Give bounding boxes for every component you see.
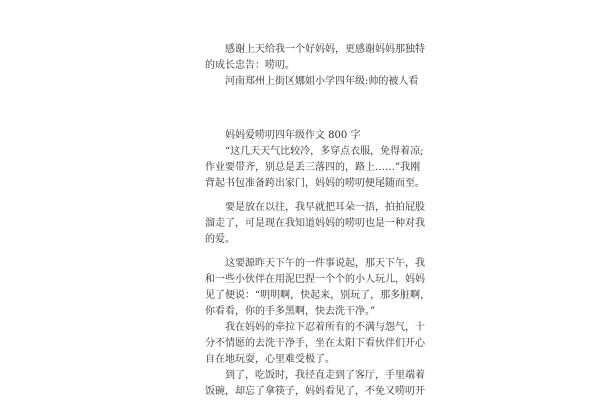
intro-line: 的成长忠告：唠叨。 (205, 60, 295, 71)
article-title: 妈妈爱唠叨四年级作文 800 字 (225, 130, 361, 141)
paragraph-line: 的爱。 (205, 234, 235, 245)
paragraph-line: 这要源昨天下午的一件事说起，那天下午，我 (225, 258, 425, 269)
paragraph-5 (205, 368, 425, 400)
intro-section (205, 42, 425, 90)
paragraph-line: “这几天天气比较冷，多穿点衣服，免得着凉; (225, 146, 424, 157)
paragraph-line: 到了，吃饭时，我径直走到了客厅，手里端着 (225, 370, 425, 381)
paragraph-line: 分不情愿的去洗干净手，坐在太阳下看伙伴们开心 (205, 338, 425, 349)
author-line: 河南郑州上街区娜姐小学四年级:帅的被人看 (225, 76, 419, 87)
paragraph-gap (205, 248, 405, 256)
paragraph-4 (205, 320, 425, 368)
paragraph-line: 要是放在以往，我早就把耳朵一捂，拍拍屁股 (225, 202, 425, 213)
paragraph-2 (205, 200, 425, 248)
article-section (205, 128, 431, 400)
paragraph-line: 作业要带齐，别总是丢三落四的，路上……”我刚 (205, 162, 421, 173)
paragraph-line: 饭碗，却忘了拿筷子，妈妈看见了，不免又唠叨开 (205, 386, 425, 397)
paragraph-line: 溜走了，可是现在我知道妈妈的唠叨也是一种对我 (205, 218, 425, 229)
paragraph-line: 你看看，你的手多黑啊，快去洗干净。” (205, 306, 376, 317)
paragraph-1 (205, 144, 425, 192)
paragraph-line: 自在地玩耍，心里难受极了。 (205, 354, 335, 365)
paragraph-line: 见了便说：“明明啊，快起来，别玩了，那多脏啊， (205, 290, 431, 301)
paragraph-line: 我在妈妈的牵拉下忍着所有的不满与怨气，十 (225, 322, 425, 333)
paragraph-line: 和一些小伙伴在用泥巴捏一个个的小人玩儿，妈妈 (205, 274, 425, 285)
paragraph-gap (205, 192, 405, 200)
intro-line: 感谢上天给我一个好妈妈，更感谢妈妈那独特 (225, 44, 425, 55)
paragraph-line: 背起书包准备跨出家门，妈妈的唠叨便尾随而至。 (205, 178, 425, 189)
paragraph-3 (205, 256, 431, 320)
